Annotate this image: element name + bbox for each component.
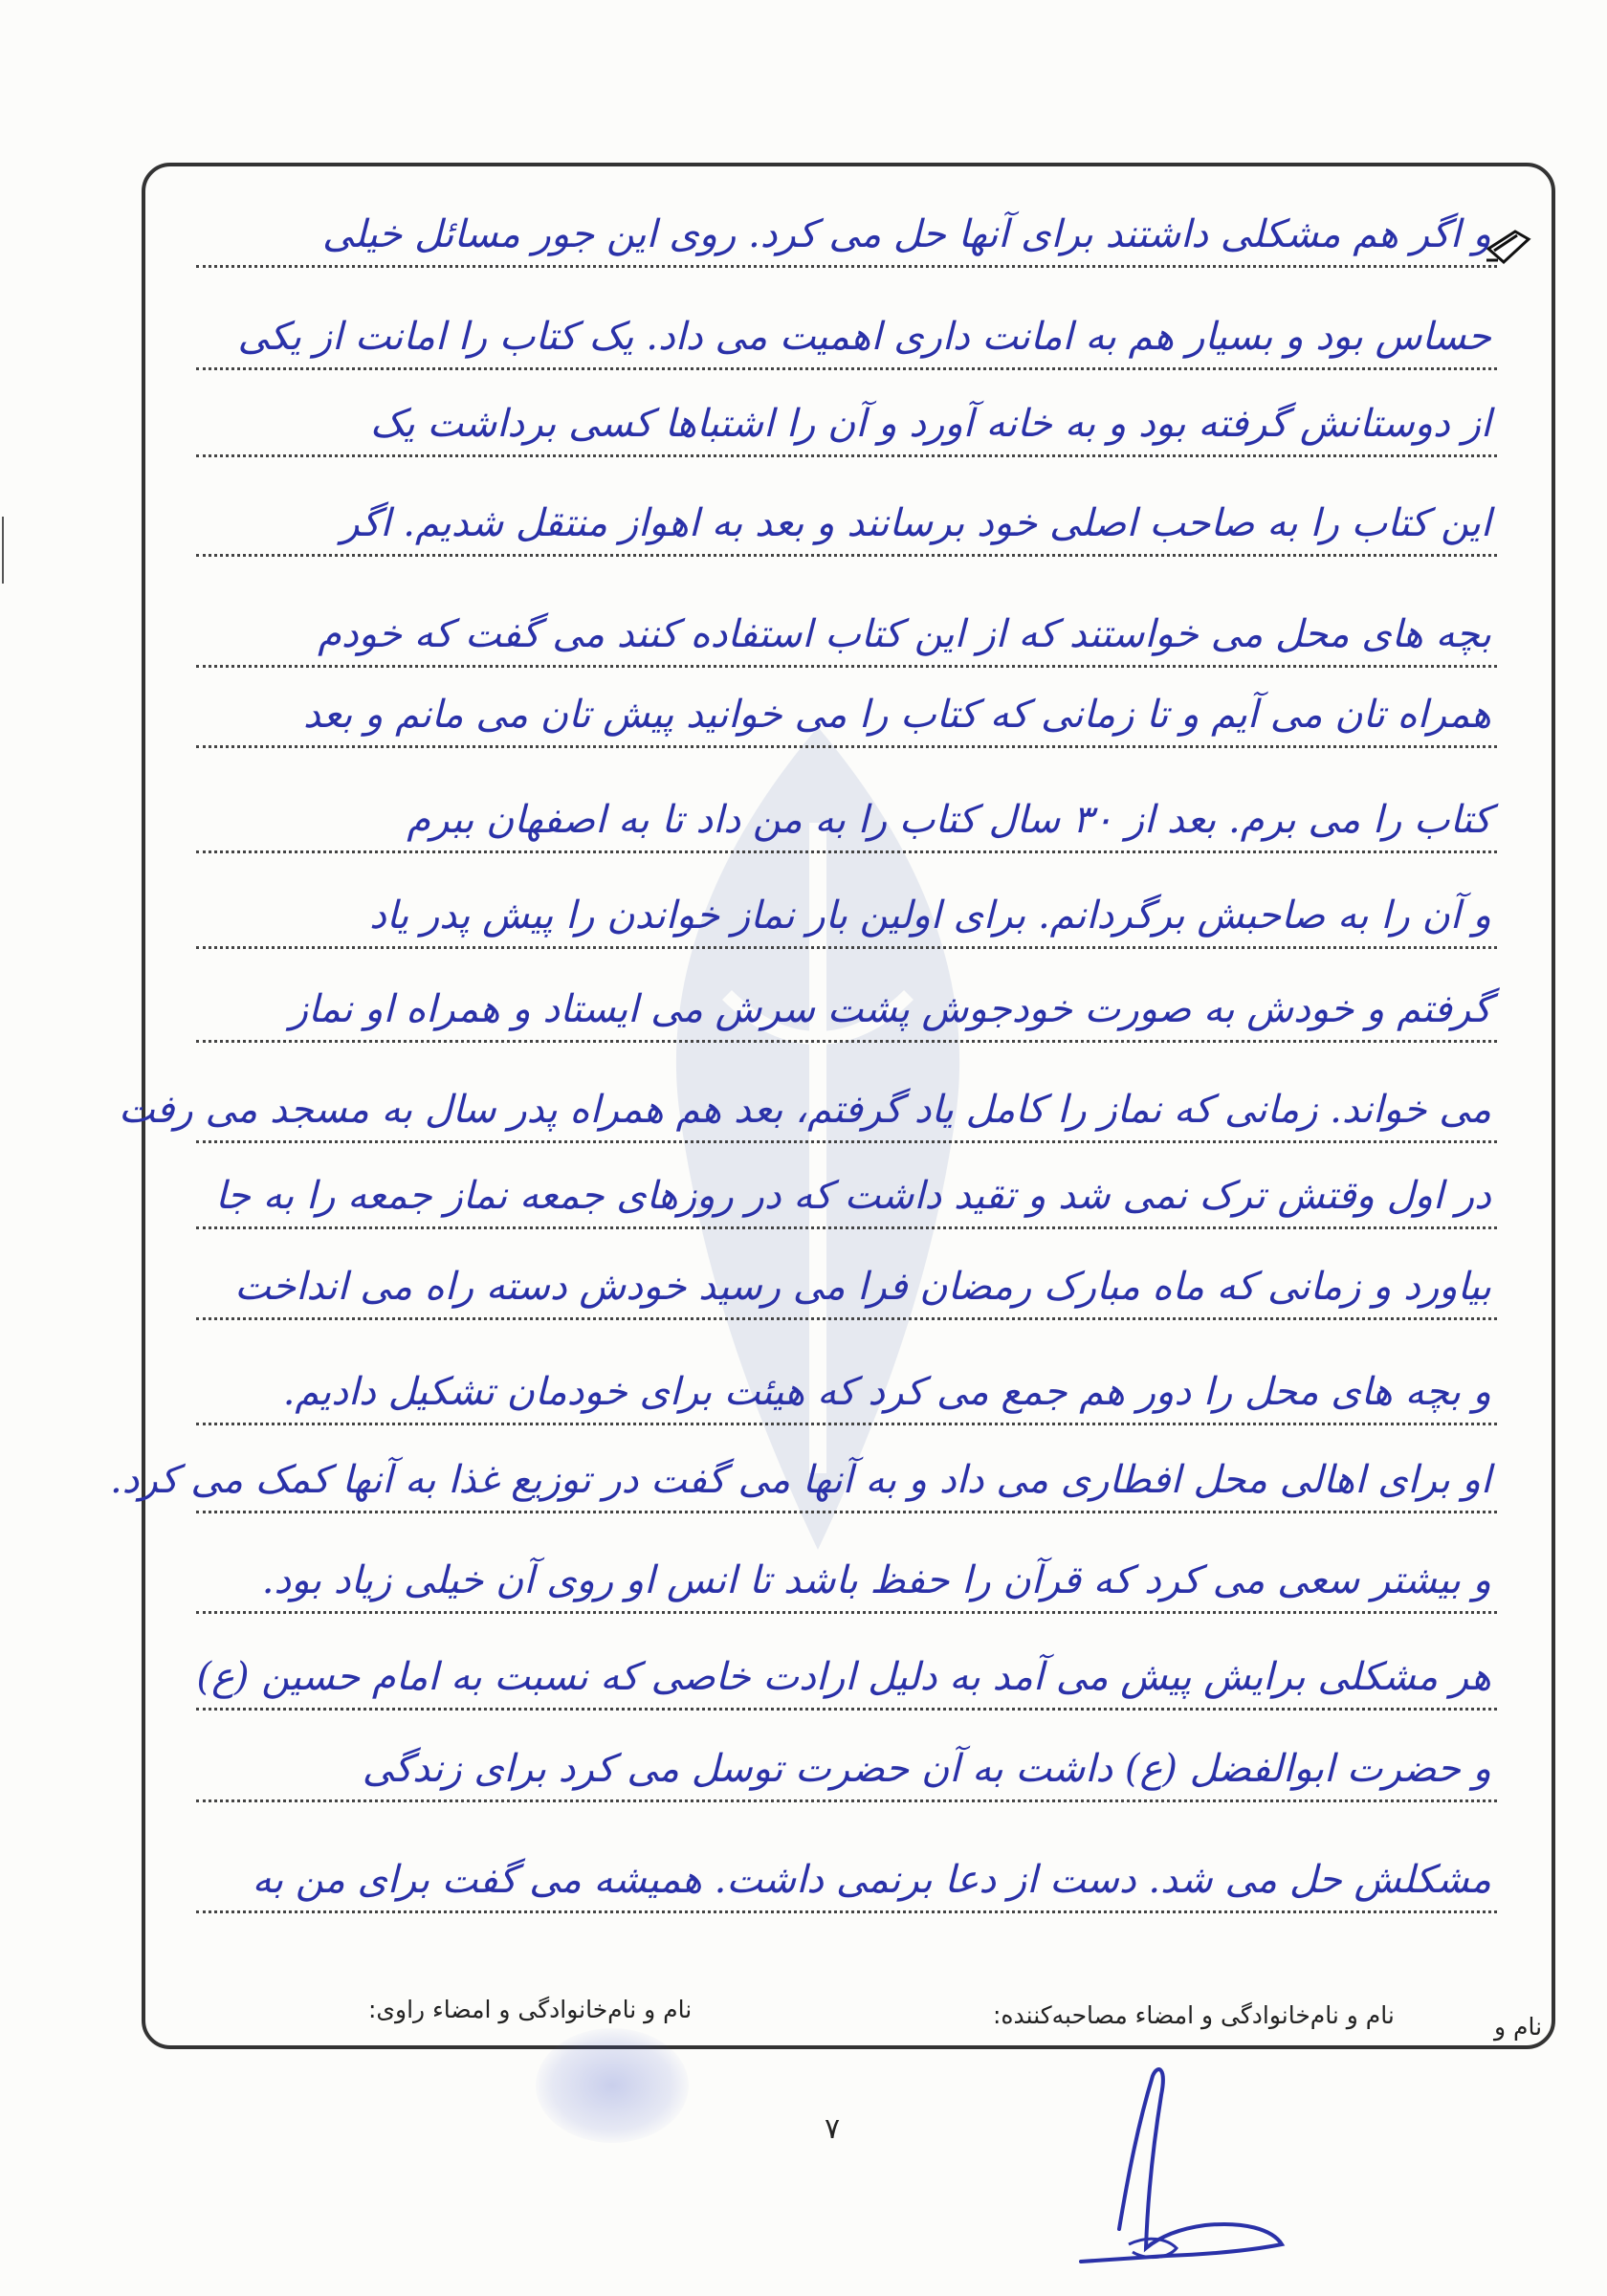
handwriting-line: در اول وقتش ترک نمی شد و تقید داشت که در روزهای جمعه نماز جمعه را به جا (196, 1172, 1497, 1229)
interviewer-signature-label: نام و نام‌خانوادگی و امضاء مصاحبه‌کننده: (993, 2001, 1395, 2029)
handwriting-line: می خواند. زمانی که نماز را کامل یاد گرفتم، بعد هم همراه پدر سال به مسجد می رفت (196, 1086, 1497, 1143)
handwriting-line: و اگر هم مشکلی داشتند برای آنها حل می کرد. روی این جور مسائل خیلی (196, 210, 1497, 268)
handwriting-line: حساس بود و بسیار هم به امانت داری اهمیت می داد. یک کتاب را امانت از یکی (196, 313, 1497, 370)
handwriting-line: او برای اهالی محل افطاری می داد و به آنها می گفت در توزیع غذا به آنها کمک می کرد. (196, 1456, 1497, 1513)
handwritten-signature-icon (1062, 2057, 1291, 2277)
handwriting-line: کتاب را می برم. بعد از ۳۰ سال کتاب را به من داد تا به اصفهان ببرم (196, 796, 1497, 853)
handwriting-line: از دوستانش گرفته بود و به خانه آورد و آن را اشتباها کسی برداشت یک (196, 400, 1497, 457)
handwriting-line: و آن را به صاحبش برگردانم. برای اولین بار نماز خواندن را پیش پدر یاد (196, 892, 1497, 949)
ink-stamp (536, 2028, 689, 2143)
page-number: ۷ (825, 2112, 841, 2146)
handwriting-line: گرفتم و خودش به صورت خودجوش پشت سرش می ایستاد و همراه او نماز (196, 985, 1497, 1043)
handwriting-line: هر مشکلی برایش پیش می آمد به دلیل ارادت خاصی که نسبت به امام حسین (ع) (196, 1653, 1497, 1711)
handwriting-line: و بچه های محل را دور هم جمع می کرد که هیئت برای خودمان تشکیل دادیم. (196, 1368, 1497, 1425)
handwriting-line: بیاورد و زمانی که ماه مبارک رمضان فرا می رسید خودش دسته راه می انداخت (196, 1263, 1497, 1320)
footer-fragment-label: نام و (1494, 2013, 1543, 2041)
handwriting-line: همراه تان می آیم و تا زمانی که کتاب را می خوانید پیش تان می مانم و بعد (196, 691, 1497, 748)
handwriting-line: مشکلش حل می شد. دست از دعا برنمی داشت. همیشه می گفت برای من به (196, 1856, 1497, 1913)
handwriting-line: بچه های محل می خواستند که از این کتاب استفاده کنند می گفت که خودم (196, 610, 1497, 668)
handwriting-line: و بیشتر سعی می کرد که قرآن را حفظ باشد تا انس او روی آن خیلی زیاد بود. (196, 1556, 1497, 1614)
narrator-signature-label: نام و نام‌خانوادگی و امضاء راوی: (368, 1996, 693, 2023)
handwriting-area (109, 0, 1497, 2009)
handwriting-line: و حضرت ابوالفضل (ع) داشت به آن حضرت توسل می کرد برای زندگی (196, 1745, 1497, 1802)
handwriting-line: این کتاب را به صاحب اصلی خود برسانند و بعد به اهواز منتقل شدیم. اگر (196, 499, 1497, 557)
margin-mark (0, 517, 6, 584)
